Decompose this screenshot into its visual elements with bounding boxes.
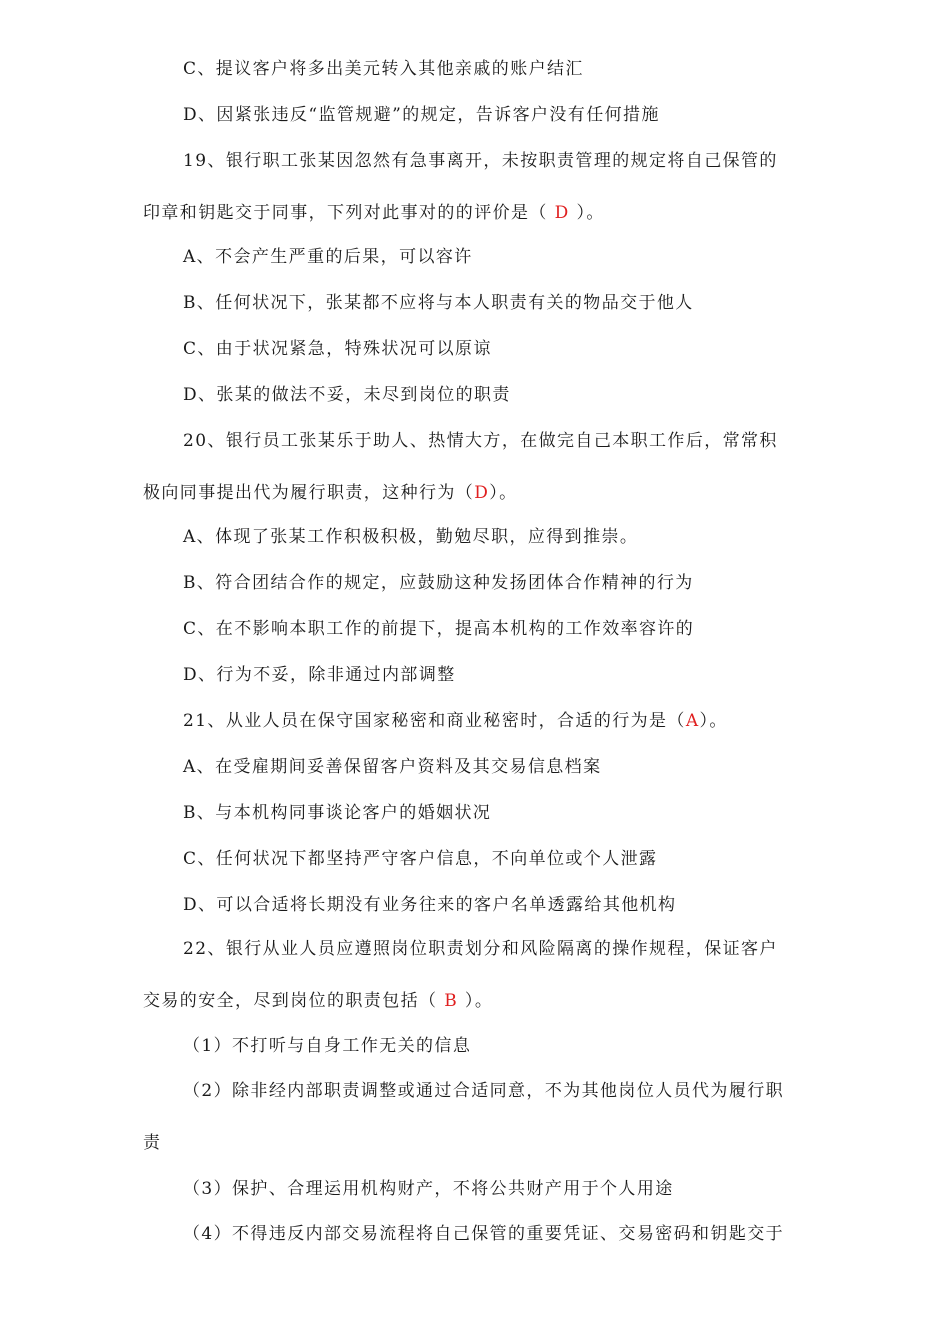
q22-stem-line1: 22、银行从业人员应遵照岗位职责划分和风险隔离的操作规程，保证客户	[183, 939, 778, 959]
q20-stem-line2	[143, 481, 518, 505]
q22-item-2-line2: 责	[143, 1133, 162, 1153]
q18-option-d: D、因紧张违反“监管规避”的规定，告诉客户没有任何措施	[183, 105, 660, 125]
q19-option-c: C、由于状况紧急，特殊状况可以原谅	[183, 339, 492, 359]
q22-stem-close: ）。	[464, 991, 494, 1011]
q22-item-4-line1: （4）不得违反内部交易流程将自己保管的重要凭证、交易密码和钥匙交于	[183, 1224, 785, 1244]
q22-item-1: （1）不打听与自身工作无关的信息	[183, 1036, 472, 1056]
q22-item-2-line1: （2）除非经内部职责调整或通过合适同意，不为其他岗位人员代为履行职	[183, 1081, 785, 1101]
q19-stem-close: ）。	[576, 203, 605, 223]
q20-option-d: D、行为不妥，除非通过内部调整	[183, 665, 456, 685]
q19-stem-line2	[143, 201, 605, 225]
q21-stem	[183, 709, 728, 733]
q19-stem-line1: 19、银行职工张某因忽然有急事离开，未按职责管理的规定将自己保管的	[183, 151, 778, 171]
q19-stem-text: 印章和钥匙交于同事，下列对此事对的的评价是（	[143, 203, 548, 223]
q21-answer: A	[685, 711, 700, 731]
q20-stem-close: ）。	[489, 483, 518, 503]
q20-stem-line1: 20、银行员工张某乐于助人、热情大方，在做完自己本职工作后，常常积	[183, 431, 778, 451]
q20-option-b: B、符合团结合作的规定，应鼓励这种发扬团体合作精神的行为	[183, 573, 694, 593]
q19-option-a: A、不会产生严重的后果，可以容许	[183, 247, 473, 267]
q21-option-b: B、与本机构同事谈论客户的婚姻状况	[183, 803, 492, 823]
q21-stem-text: 21、从业人员在保守国家秘密和商业秘密时，合适的行为是（	[183, 711, 686, 731]
q21-stem-close: ）。	[699, 711, 728, 731]
q19-answer: D	[547, 203, 577, 223]
q22-stem-line2	[143, 989, 493, 1013]
q20-answer: D	[474, 483, 490, 503]
q22-stem-text: 交易的安全，尽到岗位的职责包括（	[143, 991, 438, 1011]
q19-option-b: B、任何状况下，张某都不应将与本人职责有关的物品交于他人	[183, 293, 694, 313]
q20-option-a: A、体现了张某工作积极积极，勤勉尽职，应得到推崇。	[183, 527, 639, 547]
q22-item-3: （3）保护、合理运用机构财产，不将公共财产用于个人用途	[183, 1179, 674, 1199]
q21-option-c: C、任何状况下都坚持严守客户信息，不向单位或个人泄露	[183, 849, 658, 869]
q20-stem-text: 极向同事提出代为履行职责，这种行为（	[143, 483, 475, 503]
q22-answer: B	[437, 991, 465, 1011]
q19-option-d: D、张某的做法不妥，未尽到岗位的职责	[183, 385, 511, 405]
q18-option-c: C、提议客户将多出美元转入其他亲戚的账户结汇	[183, 59, 584, 79]
q21-option-a: A、在受雇期间妥善保留客户资料及其交易信息档案	[183, 757, 602, 777]
q20-option-c: C、在不影响本职工作的前提下，提高本机构的工作效率容许的	[183, 619, 695, 639]
q21-option-d: D、可以合适将长期没有业务往来的客户名单透露给其他机构	[183, 895, 677, 915]
